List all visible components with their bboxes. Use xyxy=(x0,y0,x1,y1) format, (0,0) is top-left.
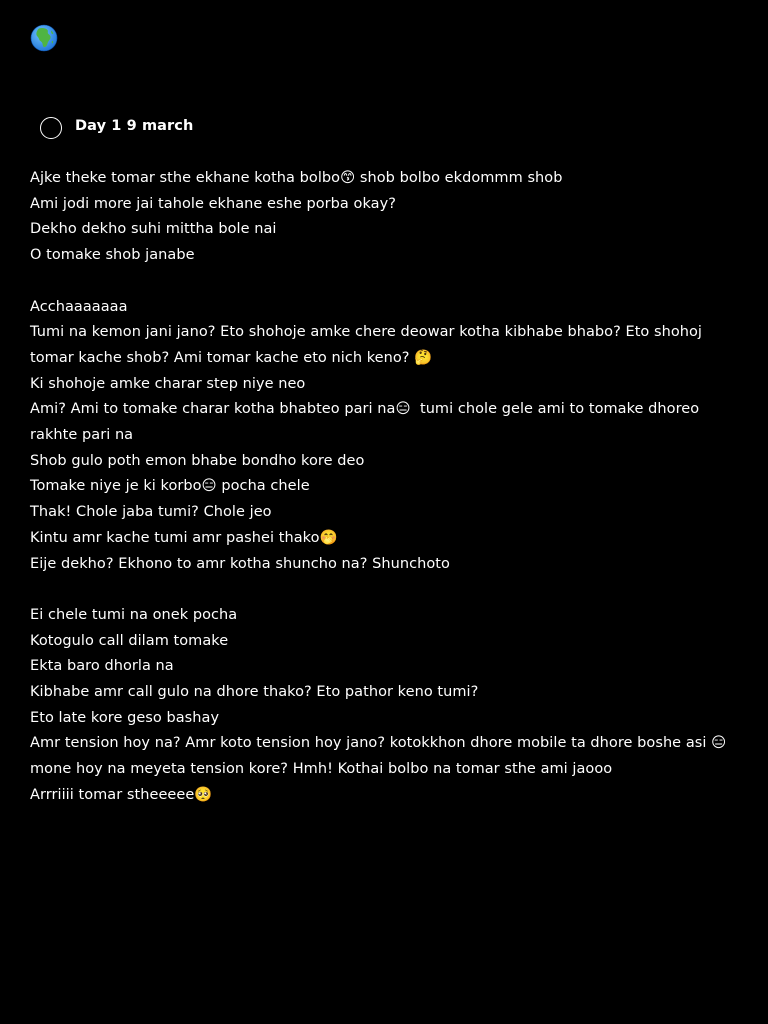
globe-icon xyxy=(30,24,58,52)
task-title[interactable]: Day 1 9 march xyxy=(75,118,194,134)
note-line: Arrriiii tomar stheeeee🥺 xyxy=(30,786,213,803)
note-line: Dekho dekho suhi mittha bole nai xyxy=(30,221,277,238)
note-line: Ekta baro dhorla na xyxy=(30,658,174,675)
note-line: Eto late kore geso bashay xyxy=(30,709,220,726)
note-line: Tomake niye je ki korbo😑 pocha chele xyxy=(30,478,310,495)
task-row xyxy=(40,113,193,139)
note-line xyxy=(30,269,740,295)
note-line: Shob gulo poth emon bhabe bondho kore deo xyxy=(30,452,365,469)
note-line: Acchaaaaaaa xyxy=(30,298,128,315)
note-line: Ki shohoje amke charar step niye neo xyxy=(30,375,306,392)
note-line: O tomake shob janabe xyxy=(30,247,195,264)
note-line: Ajke theke tomar sthe ekhane kotha bolbo😙 shob bolbo ekdommm shob xyxy=(30,170,563,186)
task-checkbox[interactable] xyxy=(40,117,62,139)
note-line: Ami? Ami to tomake charar kotha bhabteo pari na😑 tumi chole gele ami to tomake dhoreo rakhte pari na xyxy=(30,401,704,444)
note-line: Kotogulo call dilam tomake xyxy=(30,632,229,649)
note-line: Amr tension hoy na? Amr koto tension hoy jano? kotokkhon dhore mobile ta dhore boshe asi 😑 mone hoy na meyeta tension kore? Hmh! Kothai bolbo na tomar sthe ami jaooo xyxy=(30,735,731,778)
note-body[interactable] xyxy=(30,166,740,809)
note-line xyxy=(30,577,740,603)
note-line: Tumi na kemon jani jano? Eto shohoje amke chere deowar kotha kibhabe bhabo? Eto shohoj tomar kache shob? Ami tomar kache eto nich keno? 🤔 xyxy=(30,324,707,366)
note-line: Ami jodi more jai tahole ekhane eshe porba okay? xyxy=(30,195,396,212)
globe-africa-icon xyxy=(30,24,58,52)
note-line: Thak! Chole jaba tumi? Chole jeo xyxy=(30,504,272,521)
note-line: Ei chele tumi na onek pocha xyxy=(30,606,238,623)
note-line: Kibhabe amr call gulo na dhore thako? Eto pathor keno tumi? xyxy=(30,684,479,701)
note-line: Kintu amr kache tumi amr pashei thako🤭 xyxy=(30,529,338,546)
note-line: Eije dekho? Ekhono to amr kotha shuncho na? Shunchoto xyxy=(30,555,450,572)
